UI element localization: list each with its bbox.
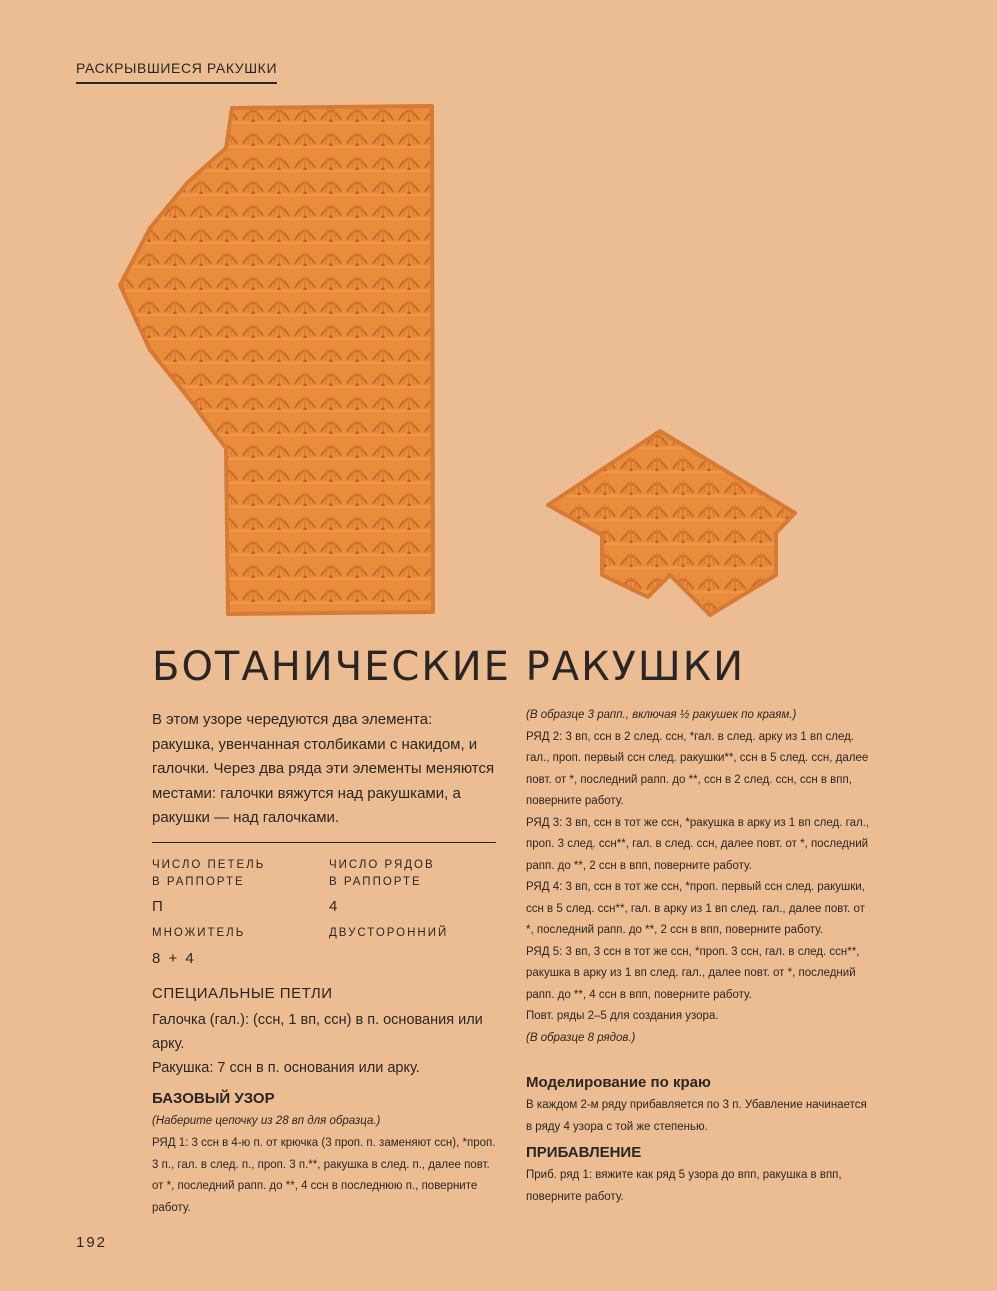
- shell-definition: Ракушка: 7 ссн в п. основания или арку.: [152, 1060, 420, 1076]
- stitches-label: ЧИСЛО ПЕТЕЛЬ В РАППОРТЕ: [152, 859, 266, 888]
- special-stitches-heading: СПЕЦИАЛЬНЫЕ ПЕТЛИ: [152, 985, 333, 1002]
- pattern-title: БОТАНИЧЕСКИЕ РАКУШКИ: [152, 644, 746, 690]
- repeat-instructions: Повт. ряды 2–5 для создания узора.: [526, 1010, 719, 1022]
- intro-paragraph: В этом узоре чередуются два элемента: ракушка, увенчанная столбиками с накидом, и галочки. Через два ряда эти элементы меняются местами: галочки вяжутся над ракушками, а ракушки — над галочками.: [152, 711, 495, 826]
- edge-shaping-heading: Моделирование по краю: [526, 1074, 711, 1091]
- reversible-label: ДВУСТОРОННИЙ: [329, 927, 449, 939]
- large-crochet-swatch-image: [110, 100, 445, 620]
- rows-label: ЧИСЛО РЯДОВ В РАППОРТЕ: [329, 859, 435, 888]
- base-pattern-note: (Наберите цепочку из 28 вп для образца.): [152, 1115, 381, 1127]
- page-number: 192: [76, 1234, 108, 1251]
- section-header: РАСКРЫВШИЕСЯ РАКУШКИ: [76, 60, 277, 84]
- rows-note: (В образце 8 рядов.): [526, 1031, 636, 1044]
- divider: [152, 842, 496, 843]
- multiple-value: 8 + 4: [152, 950, 196, 967]
- base-pattern-heading: БАЗОВЫЙ УЗОР: [152, 1090, 275, 1107]
- row-5-instructions: РЯД 5: 3 вп, 3 ссн в тот же ссн, *проп. 3 ссн, гал. в след. ссн**, ракушка в арку из 1 вп след. гал., далее повт. от *, последний рапп. до **, 4 ссн в впп, поверните работу.: [526, 945, 860, 1001]
- small-crochet-swatch-image: [540, 425, 805, 625]
- increase-text: Приб. ряд 1: вяжите как ряд 5 узора до впп, ракушка в впп, поверните работу.: [526, 1169, 842, 1203]
- stitches-value: П: [152, 898, 163, 915]
- row-2-instructions: РЯД 2: 3 вп, ссн в 2 след. ссн, *гал. в след. арку из 1 вп след. гал., проп. первый ссн след. ракушки**, ссн в 5 след. ссн, далее повт. от *, последний рапп. до **, ссн в 2 след. ссн, ссн в впп, поверните работу.: [526, 730, 869, 807]
- right-column-instructions: [526, 705, 872, 1049]
- v-stitch-definition: Галочка (гал.): (ссн, 1 вп, ссн) в п. основания или арку.: [152, 1012, 483, 1052]
- rows-value: 4: [329, 898, 338, 915]
- row-1-instructions: РЯД 1: 3 ссн в 4-ю п. от крючка (3 проп. п. заменяют ссн), *проп. 3 п., гал. в след. п., проп. 3 п.**, ракушка в след. п., далее повт. от *, последний рапп. до **, 4 ссн в последнюю п., поверните работу.: [152, 1137, 496, 1214]
- sample-note: (В образце 3 рапп., включая ½ ракушек по краям.): [526, 709, 797, 721]
- row-3-instructions: РЯД 3: 3 вп, ссн в тот же ссн, *ракушка в арку из 1 вп след. гал., проп. 3 след. ссн**, гал. в след. ссн, далее повт. от *, последний рапп. до **, 2 ссн в впп, поверните работу.: [526, 816, 870, 872]
- multiple-label: МНОЖИТЕЛЬ: [152, 927, 246, 939]
- increase-heading: ПРИБАВЛЕНИЕ: [526, 1144, 642, 1161]
- edge-shaping-text: В каждом 2-м ряду прибавляется по 3 п. Убавление начинается в ряду 4 узора с той же степенью.: [526, 1099, 867, 1133]
- row-4-instructions: РЯД 4: 3 вп, ссн в тот же ссн, *проп. первый ссн след. ракушки, ссн в 5 след. ссн**, гал. в арку из 1 вп след. гал., далее повт. от *, последний рапп. до **, 2 ссн в впп, поверните работу.: [526, 881, 865, 936]
